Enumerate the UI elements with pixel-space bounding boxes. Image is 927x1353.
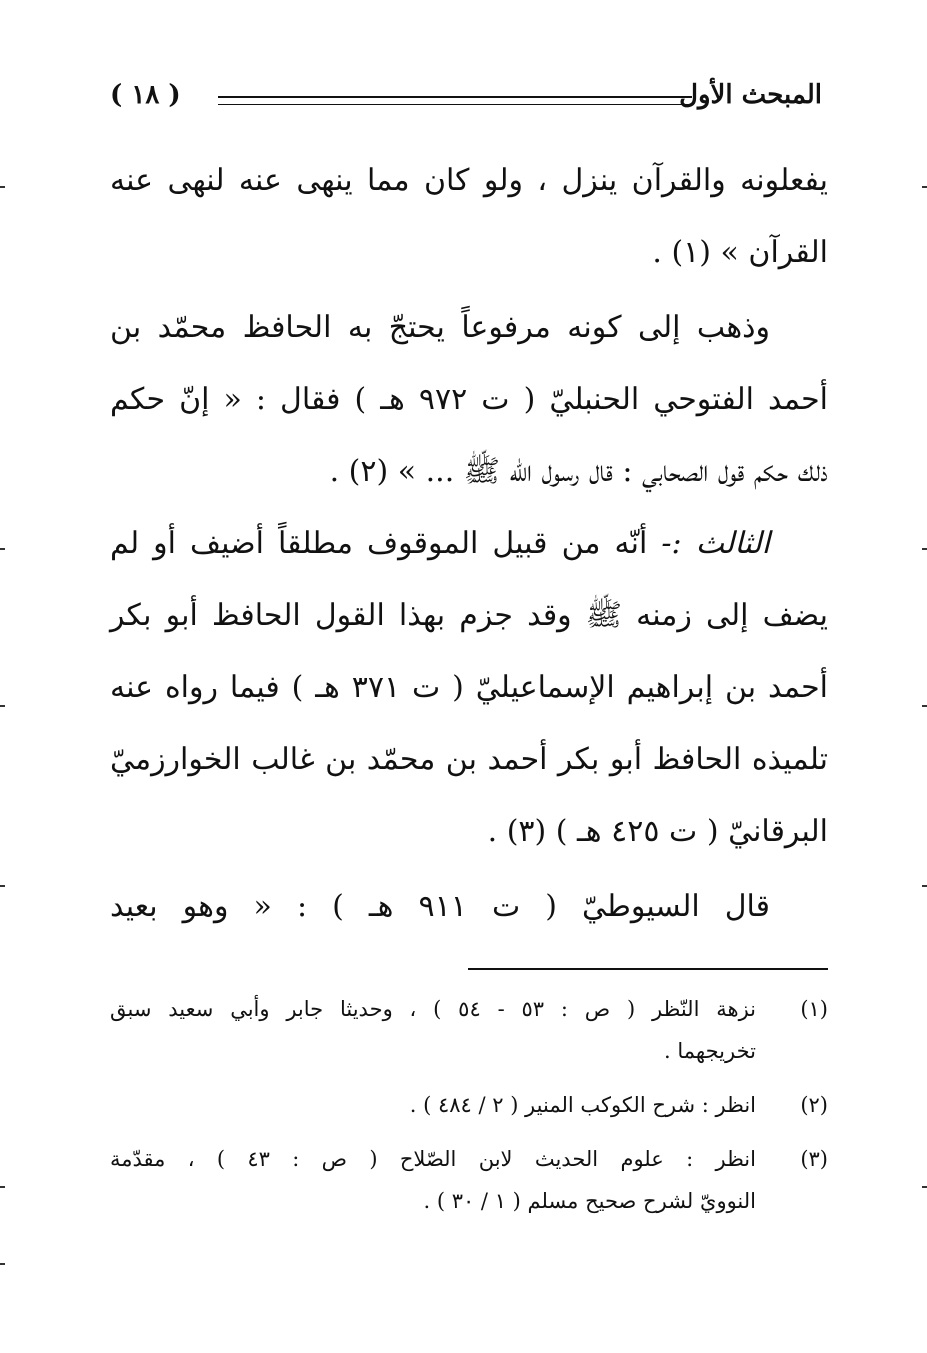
footnote-text: نزهة النّظر ( ص : ٥٣ - ٥٤ ) ، وحديثا جابر وأبي سعيد سبق — [110, 997, 757, 1021]
scan-edge-mark — [922, 1186, 927, 1188]
footnotes — [110, 988, 828, 1222]
scan-edge-mark — [0, 1186, 5, 1188]
text-line-2: القرآن » (١) . — [652, 235, 828, 270]
footnote-3-continuation — [110, 1180, 828, 1222]
scan-edge-mark — [922, 548, 927, 550]
text-line-4: أحمد الفتوحي الحنبليّ ( ت ٩٧٢ هـ ) فقال : « إنّ حكم — [110, 382, 828, 417]
text-line-9: تلميذه الحافظ أبو بكر أحمد بن محمّد بن غالب الخوارزميّ — [110, 742, 828, 777]
text-line-8: أحمد بن إبراهيم الإسماعيليّ ( ت ٣٧١ هـ ) فيما رواه عنه — [110, 670, 829, 705]
chapter-title: المبحث الأول — [679, 80, 822, 110]
footnote-3 — [110, 1138, 828, 1180]
footnote-1-continuation — [110, 1030, 828, 1072]
footnote-text: انظر : شرح الكوكب المنير ( ٢ / ٤٨٤ ) . — [409, 1093, 756, 1117]
main-text — [110, 145, 828, 943]
text-line-5: ذلك حكم قول الصحابي : قال رسول الله ﷺ ... » (٢) . — [329, 454, 828, 489]
footnote-number: (٢) — [800, 1093, 828, 1117]
header-rule — [218, 96, 692, 105]
text-line-6-body: أنّه من قبيل الموقوف مطلقاً أضيف أو لم — [110, 526, 648, 561]
scan-edge-mark — [0, 885, 5, 887]
text-line-10: البرقانيّ ( ت ٤٢٥ هـ ) (٣) . — [487, 814, 828, 849]
footnote-separator — [468, 968, 828, 970]
scan-edge-mark — [0, 186, 5, 188]
footnote-text: النوويّ لشرح صحيح مسلم ( ١ / ٣٠ ) . — [423, 1189, 756, 1213]
footnote-text: تخريجهما . — [664, 1039, 756, 1063]
scan-edge-mark — [0, 548, 5, 550]
text-line-6 — [110, 508, 828, 580]
text-line-1: يفعلونه والقرآن ينزل ، ولو كان مما ينهى عنه لنهى عنه — [110, 163, 828, 198]
footnote-number: (٣) — [800, 1147, 828, 1171]
scan-edge-mark — [0, 1263, 5, 1265]
scan-edge-mark — [922, 885, 927, 887]
footnote-number: (١) — [800, 997, 828, 1021]
section-label-third: الثالث :- — [661, 526, 770, 561]
text-line-3: وذهب إلى كونه مرفوعاً يحتجّ به الحافظ محمّد بن — [110, 310, 770, 345]
footnote-2 — [110, 1084, 828, 1126]
text-line-11: قال السيوطيّ ( ت ٩١١ هـ ) : « وهو بعيد — [110, 889, 771, 924]
scan-edge-mark — [922, 705, 927, 707]
page-header — [110, 74, 822, 126]
scan-edge-mark — [922, 186, 927, 188]
scan-edge-mark — [0, 705, 5, 707]
text-line-7: يضف إلى زمنه ﷺ وقد جزم بهذا القول الحافظ أبو بكر — [110, 598, 828, 633]
page-number: ( ١٨ ) — [110, 80, 181, 110]
footnote-1 — [110, 988, 828, 1030]
footnote-text: انظر : علوم الحديث لابن الصّلاح ( ص : ٤٣ ) ، مقدّمة — [110, 1147, 756, 1171]
